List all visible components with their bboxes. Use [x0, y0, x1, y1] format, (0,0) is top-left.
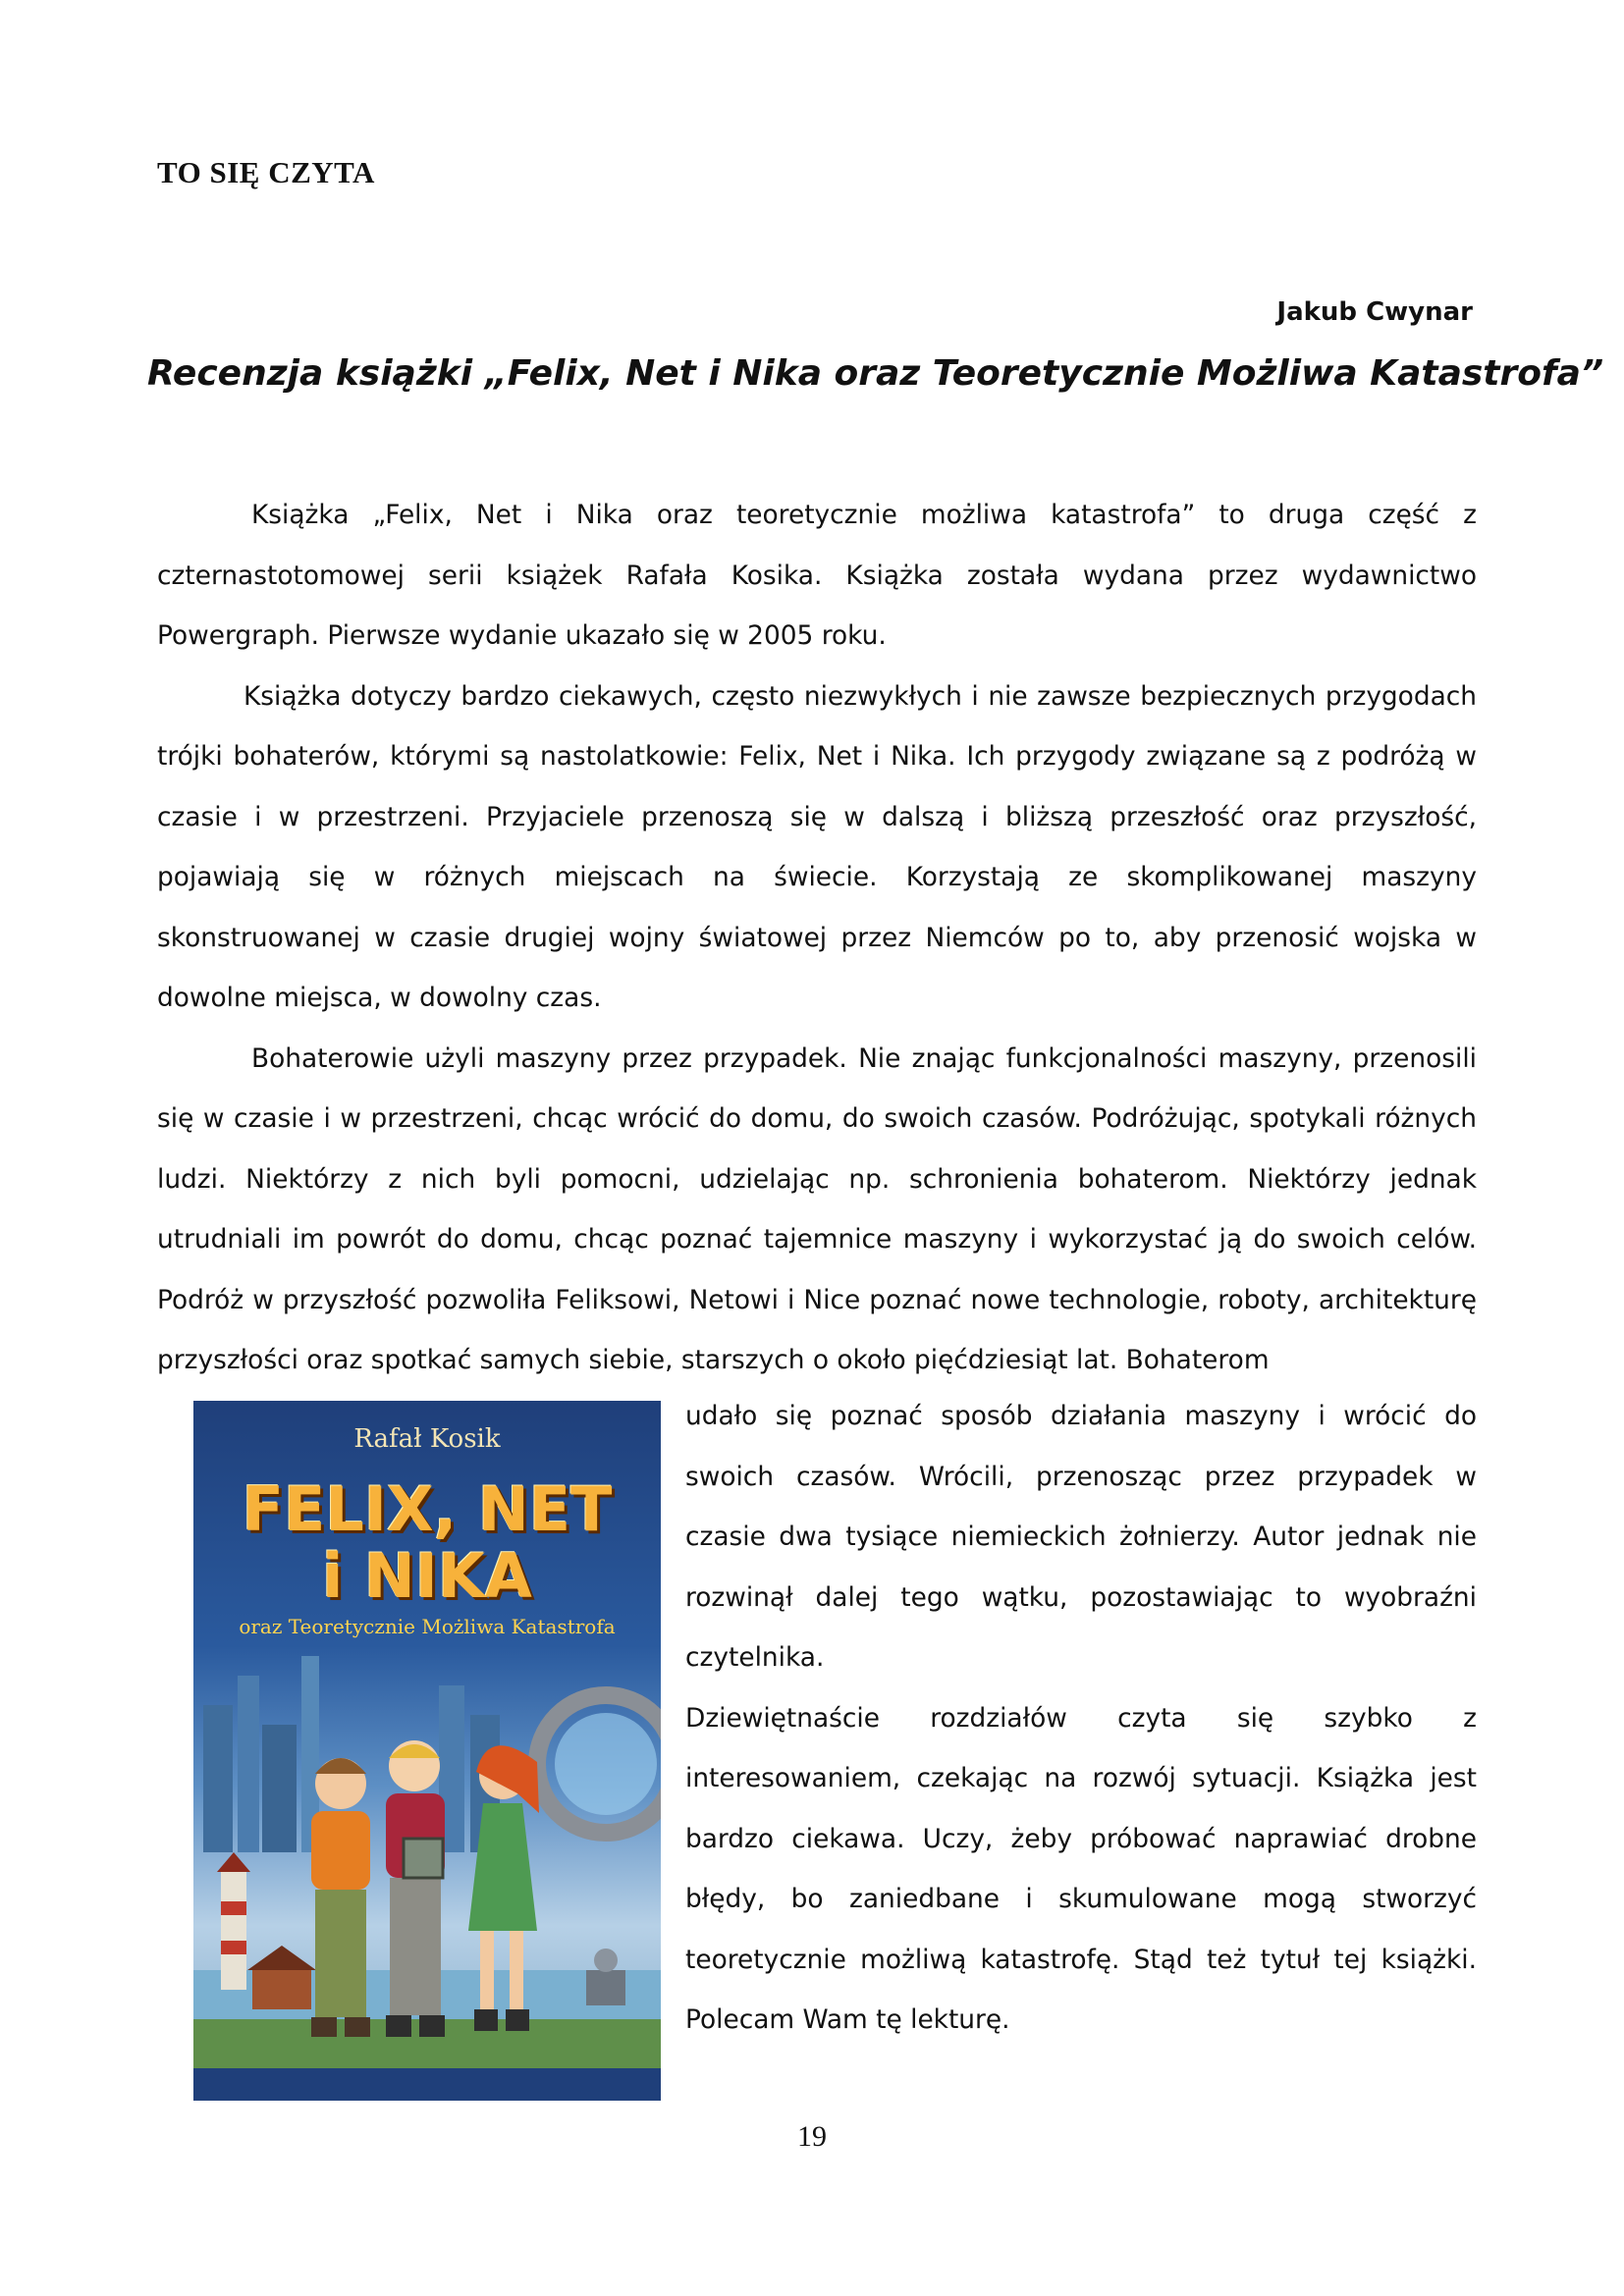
article-author: Jakub Cwynar	[1276, 297, 1473, 327]
paragraph-4: udało się poznać sposób działania maszyny i wrócić do swoich czasów. Wrócili, przenosząc przez przypadek w czasie dwa tysiące niemieckich żołnierzy. Autor jednak nie rozwinął dalej tego wątku, pozostawiając to wyobraźni czytelnika.	[685, 1401, 1477, 1673]
paragraph-2: Książka dotyczy bardzo ciekawych, często niezwykłych i nie zawsze bezpiecznych przygodach trójki bohaterów, którymi są nastolatkowie: Felix, Net i Nika. Ich przygody związane są z podróżą w czasie i w przestrzeni. Przyjaciele przenoszą się w dalszą i bliższą przeszłość oraz przyszłość, pojawiają się w różnych miejscach na świecie. Korzystają ze skomplikowanej maszyny skonstruowanej w czasie drugiej wojny światowej przez Niemców po to, aby przenosić wojska w dowolne miejsca, w dowolny czas.	[157, 680, 1477, 1013]
cover-title-line-2: i NIKA	[322, 1540, 532, 1612]
article-title: Recenzja książki „Felix, Net i Nika oraz Teoretycznie Możliwa Katastrofa”	[147, 353, 1604, 394]
book-cover-image	[193, 1401, 661, 2101]
paragraph-5: Dziewiętnaście rozdziałów czyta się szybko z interesowaniem, czekając na rozwój sytuacji. Książka jest bardzo ciekawa. Uczy, żeby próbować naprawiać drobne błędy, bo zaniedbane i skumulowane mogą stworzyć teoretycznie możliwą katastrofę. Stąd też tytuł tej książki. Polecam Wam tę lekturę.	[685, 1702, 1477, 2035]
cover-subtitle: oraz Teoretycznie Możliwa Katastrofa	[239, 1615, 616, 1638]
article-body	[157, 485, 1477, 1391]
paragraph-3: Bohaterowie użyli maszyny przez przypadek. Nie znając funkcjonalności maszyny, przenosili się w czasie i w przestrzeni, chcąc wrócić do domu, do swoich czasów. Podróżując, spotykali różnych ludzi. Niektórzy z nich byli pomocni, udzielając np. schronienia bohaterom. Niektórzy jednak utrudniali im powrót do domu, chcąc poznać tajemnice maszyny i wykorzystać ją do swoich celów. Podróż w przyszłość pozwoliła Feliksowi, Netowi i Nice poznać nowe technologie, roboty, architekturę przyszłości oraz spotkać samych siebie, starszych o około pięćdziesiąt lat. Bohaterom	[157, 1042, 1477, 1375]
section-label: TO SIĘ CZYTA	[157, 155, 375, 189]
paragraph-1: Książka „Felix, Net i Nika oraz teoretycznie możliwa katastrofa” to druga część z czternastotomowej serii książek Rafała Kosika. Książka została wydana przez wydawnictwo Powergraph. Pierwsze wydanie ukazało się w 2005 roku.	[157, 500, 1477, 651]
cover-author: Rafał Kosik	[353, 1424, 501, 1454]
article-body-continued	[685, 1386, 1477, 2051]
page-number: 19	[797, 2120, 827, 2153]
cover-illustration	[193, 1646, 661, 2101]
cover-title-line-1: FELIX, NET	[242, 1473, 613, 1545]
